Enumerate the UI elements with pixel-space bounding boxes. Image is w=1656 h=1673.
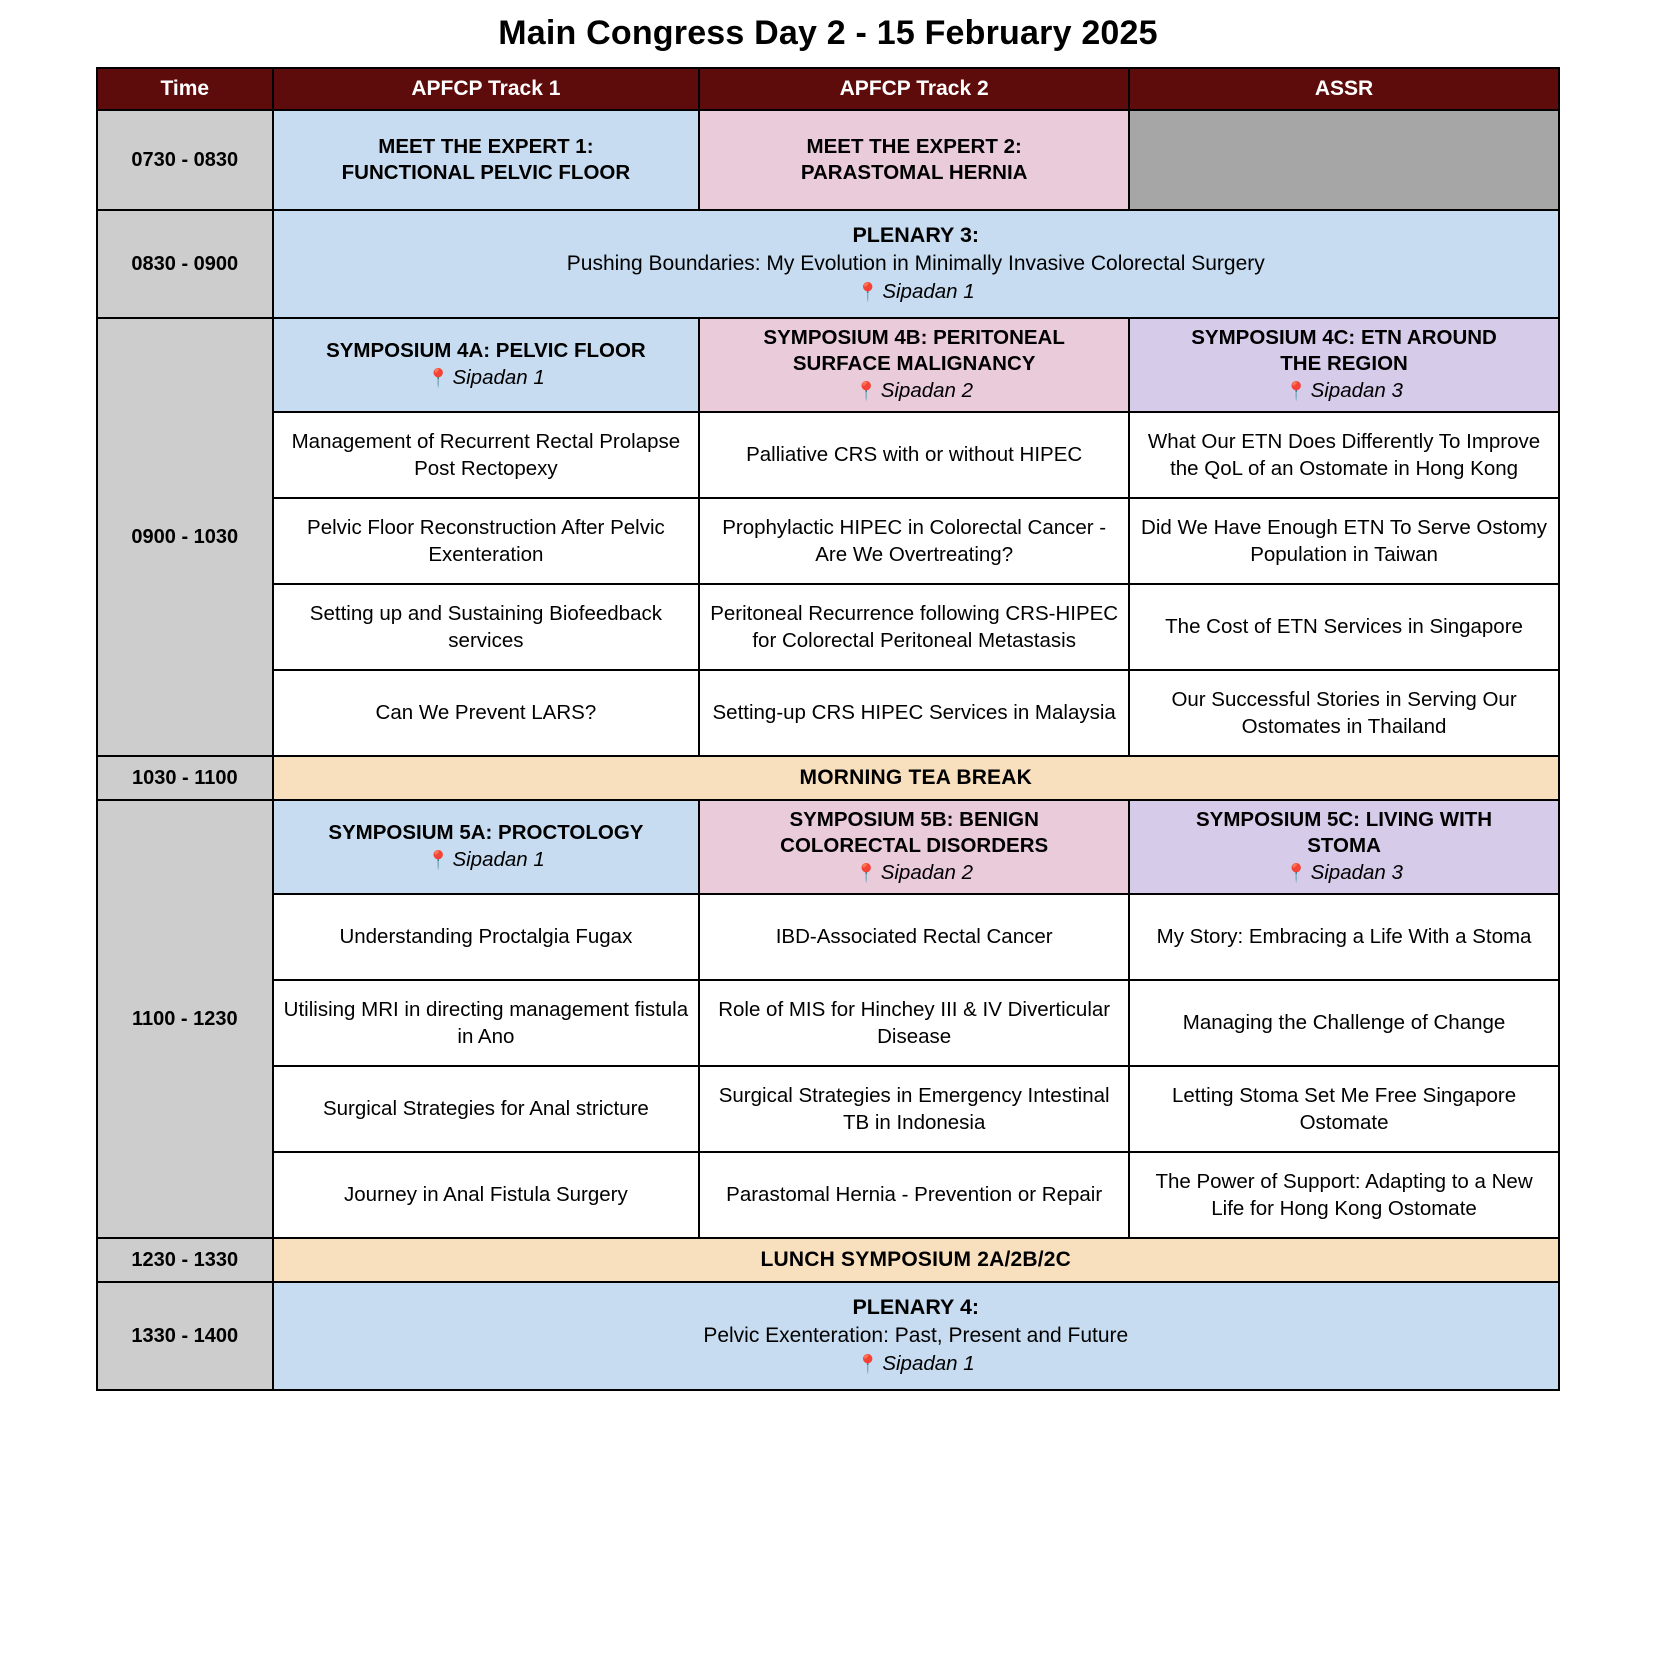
page-title: Main Congress Day 2 - 15 February 2025: [498, 14, 1158, 52]
talk-title: Management of Recurrent Rectal Prolapse Post Rectopexy: [291, 429, 681, 480]
session-title-line-1: SYMPOSIUM 4B: PERITONEAL: [763, 326, 1065, 350]
plenary-4-subtitle: Pelvic Exenteration: Past, Present and Future: [703, 1323, 1129, 1347]
table-row: [97, 670, 1559, 756]
talk-title: Managing the Challenge of Change: [1182, 1011, 1506, 1035]
table-row: [97, 584, 1559, 670]
time-slot-0730: 0730 - 0830: [97, 110, 273, 210]
talk-title: Surgical Strategies for Anal stricture: [322, 1097, 649, 1121]
talk-cell[interactable]: [699, 894, 1129, 980]
talk-title: Palliative CRS with or without HIPEC: [746, 443, 1083, 467]
talk-cell[interactable]: [699, 584, 1129, 670]
talk-cell[interactable]: [699, 670, 1129, 756]
talk-cell[interactable]: [273, 1066, 700, 1152]
talk-title: What Our ETN Does Differently To Improve the QoL of an Ostomate in Hong Kong: [1147, 429, 1541, 480]
talk-cell[interactable]: [1129, 584, 1559, 670]
column-header-track2: APFCP Track 2: [699, 68, 1129, 110]
location-pin-icon: 📍: [1285, 380, 1308, 401]
talk-title: Setting-up CRS HIPEC Services in Malaysia: [712, 701, 1116, 725]
session-meet-the-expert-2[interactable]: [699, 110, 1129, 210]
talk-cell[interactable]: [273, 894, 700, 980]
session-title-line-1: SYMPOSIUM 4A: PELVIC FLOOR: [326, 339, 646, 363]
session-title-line-1: MEET THE EXPERT 1:: [378, 135, 594, 159]
empty-assr-cell: [1129, 110, 1559, 210]
session-symposium-5b-header[interactable]: [699, 800, 1129, 894]
talk-cell[interactable]: [273, 1152, 700, 1238]
venue-label: Sipadan 3: [1310, 378, 1403, 402]
talk-title: The Cost of ETN Services in Singapore: [1165, 615, 1523, 639]
talk-cell[interactable]: [699, 980, 1129, 1066]
break-label: MORNING TEA BREAK: [799, 766, 1032, 789]
table-row: [97, 1282, 1559, 1390]
session-plenary-3[interactable]: [273, 210, 1559, 318]
talk-cell[interactable]: [699, 498, 1129, 584]
table-row: [97, 210, 1559, 318]
session-title-line-1: SYMPOSIUM 5C: LIVING WITH: [1195, 808, 1493, 832]
session-symposium-4c-header[interactable]: [1129, 318, 1559, 412]
venue-label: Sipadan 1: [882, 1352, 975, 1376]
session-symposium-5a-header[interactable]: [273, 800, 700, 894]
session-symposium-4a-header[interactable]: [273, 318, 700, 412]
location-pin-icon: 📍: [856, 1354, 880, 1375]
symposium-4a-venue: [282, 364, 691, 392]
session-symposium-4b-header[interactable]: [699, 318, 1129, 412]
venue-label: Sipadan 1: [452, 848, 545, 872]
talk-title: Letting Stoma Set Me Free Singapore Ostomate: [1171, 1083, 1517, 1134]
time-slot-1230: 1230 - 1330: [97, 1238, 273, 1282]
symposium-5c-venue: [1138, 859, 1550, 887]
location-pin-icon: 📍: [427, 368, 450, 389]
session-title-line-1: SYMPOSIUM 4C: ETN AROUND: [1191, 326, 1497, 350]
table-row: [97, 800, 1559, 894]
morning-tea-break: [273, 756, 1559, 800]
location-pin-icon: 📍: [855, 862, 878, 883]
session-meet-the-expert-1[interactable]: [273, 110, 700, 210]
table-row: [97, 756, 1559, 800]
talk-cell[interactable]: [1129, 894, 1559, 980]
session-title-line-2: FUNCTIONAL PELVIC FLOOR: [341, 161, 631, 184]
talk-cell[interactable]: [273, 670, 700, 756]
schedule-table-wrapper: [0, 67, 1656, 1391]
location-pin-icon: 📍: [856, 282, 880, 303]
table-row: [97, 894, 1559, 980]
talk-cell[interactable]: [699, 1152, 1129, 1238]
table-row: [97, 1238, 1559, 1282]
talk-title: The Power of Support: Adapting to a New Life for Hong Kong Ostomate: [1155, 1169, 1533, 1220]
column-header-assr: ASSR: [1129, 68, 1559, 110]
table-row: [97, 318, 1559, 412]
talk-cell[interactable]: [273, 584, 700, 670]
symposium-4c-venue: [1138, 377, 1550, 405]
talk-cell[interactable]: [1129, 980, 1559, 1066]
session-title-line-1: SYMPOSIUM 5A: PROCTOLOGY: [328, 821, 644, 845]
talk-title: Pelvic Floor Reconstruction After Pelvic Exenteration: [307, 515, 665, 566]
talk-cell[interactable]: [1129, 670, 1559, 756]
table-row: [97, 498, 1559, 584]
session-plenary-4[interactable]: [273, 1282, 1559, 1390]
talk-title: Understanding Proctalgia Fugax: [339, 925, 633, 949]
session-symposium-5c-header[interactable]: [1129, 800, 1559, 894]
venue-label: Sipadan 1: [452, 366, 545, 390]
plenary-4-venue: [282, 1350, 1550, 1378]
session-title-line-2: PARASTOMAL HERNIA: [800, 161, 1028, 184]
talk-title: Role of MIS for Hinchey III & IV Diverticular Disease: [718, 997, 1111, 1048]
talk-cell[interactable]: [1129, 412, 1559, 498]
session-title-line-1: MEET THE EXPERT 2:: [806, 135, 1022, 159]
plenary-4-title: PLENARY 4:: [852, 1295, 980, 1320]
venue-label: Sipadan 3: [1310, 860, 1403, 884]
time-slot-1030: 1030 - 1100: [97, 756, 273, 800]
session-title-line-2: STOMA: [1307, 834, 1381, 858]
time-slot-0830: 0830 - 0900: [97, 210, 273, 318]
lunch-symposium[interactable]: [273, 1238, 1559, 1282]
location-pin-icon: 📍: [427, 850, 450, 871]
table-row: [97, 110, 1559, 210]
table-row: [97, 412, 1559, 498]
talk-cell[interactable]: [273, 498, 700, 584]
talk-title: My Story: Embracing a Life With a Stoma: [1156, 925, 1532, 949]
congress-schedule-table: [96, 67, 1560, 1391]
time-slot-1330: 1330 - 1400: [97, 1282, 273, 1390]
table-header-row: [97, 68, 1559, 110]
session-title-line-2: THE REGION: [1280, 352, 1408, 376]
time-slot-1100: 1100 - 1230: [97, 800, 273, 1238]
symposium-5b-venue: [708, 859, 1120, 887]
session-title-line-2: SURFACE MALIGNANCY: [792, 352, 1036, 376]
time-slot-0900: 0900 - 1030: [97, 318, 273, 756]
column-header-track1: APFCP Track 1: [273, 68, 700, 110]
talk-cell[interactable]: [699, 412, 1129, 498]
talk-title: Utilising MRI in directing management fistula in Ano: [283, 997, 689, 1048]
talk-title: Can We Prevent LARS?: [375, 701, 597, 725]
talk-cell[interactable]: [1129, 1152, 1559, 1238]
talk-cell[interactable]: [1129, 1066, 1559, 1152]
table-row: [97, 1066, 1559, 1152]
talk-cell[interactable]: [273, 412, 700, 498]
location-pin-icon: 📍: [1285, 862, 1308, 883]
plenary-3-subtitle: Pushing Boundaries: My Evolution in Minimally Invasive Colorectal Surgery: [566, 251, 1265, 275]
talk-title: Prophylactic HIPEC in Colorectal Cancer - Are We Overtreating?: [722, 515, 1107, 566]
session-title-line-1: SYMPOSIUM 5B: BENIGN: [789, 808, 1039, 832]
table-row: [97, 980, 1559, 1066]
talk-cell[interactable]: [699, 1066, 1129, 1152]
talk-title: Journey in Anal Fistula Surgery: [344, 1183, 628, 1207]
talk-title: Parastomal Hernia - Prevention or Repair: [726, 1183, 1103, 1207]
plenary-3-venue: [282, 278, 1550, 306]
plenary-3-title: PLENARY 3:: [852, 223, 980, 248]
session-title-line-2: COLORECTAL DISORDERS: [780, 834, 1049, 858]
talk-title: Surgical Strategies in Emergency Intestinal TB in Indonesia: [718, 1083, 1110, 1134]
talk-title: Peritoneal Recurrence following CRS-HIPEC for Colorectal Peritoneal Metastasis: [710, 601, 1119, 652]
venue-label: Sipadan 2: [880, 860, 974, 884]
symposium-4b-venue: [708, 377, 1120, 405]
talk-title: Setting up and Sustaining Biofeedback services: [309, 601, 662, 652]
talk-title: Our Successful Stories in Serving Our Ostomates in Thailand: [1171, 687, 1517, 738]
venue-label: Sipadan 1: [882, 280, 975, 304]
table-row: [97, 1152, 1559, 1238]
venue-label: Sipadan 2: [880, 378, 974, 402]
talk-cell[interactable]: [273, 980, 700, 1066]
talk-cell[interactable]: [1129, 498, 1559, 584]
talk-title: Did We Have Enough ETN To Serve Ostomy Population in Taiwan: [1141, 515, 1548, 566]
location-pin-icon: 📍: [855, 380, 878, 401]
break-label: LUNCH SYMPOSIUM 2A/2B/2C: [760, 1248, 1072, 1271]
column-header-time: Time: [97, 68, 273, 110]
talk-title: IBD-Associated Rectal Cancer: [775, 925, 1053, 949]
symposium-5a-venue: [282, 846, 691, 874]
